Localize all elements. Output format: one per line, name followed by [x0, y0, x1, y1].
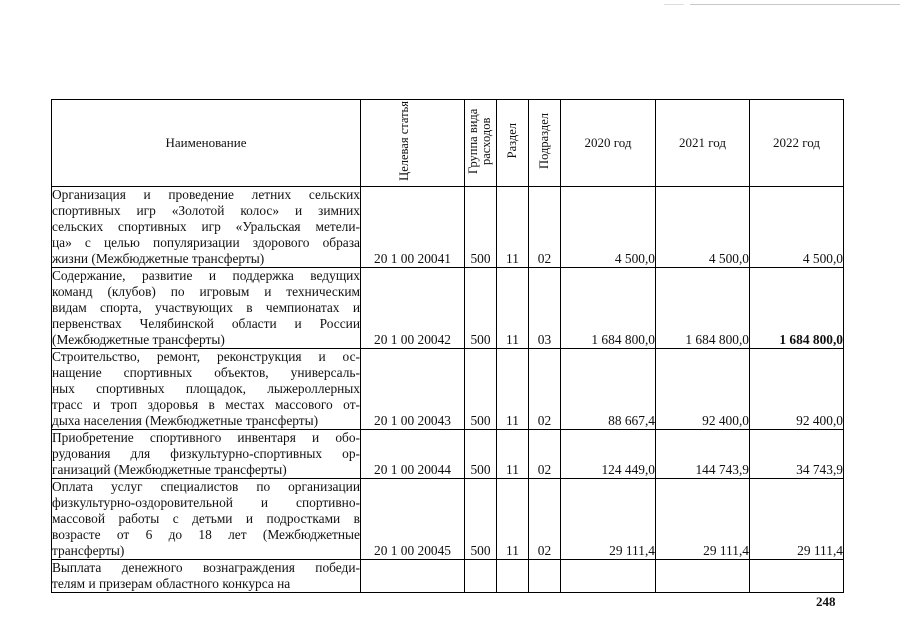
header-section-label: Раздел	[505, 123, 519, 159]
row-expense-group: 500	[465, 349, 497, 430]
row-value-2022: 1 684 800,0	[750, 268, 844, 349]
row-name-line: жизни (Межбюджетные трансферты)	[52, 251, 265, 266]
row-name-line: трасс и троп здоровья в местах массового от-	[52, 397, 360, 412]
row-name-line: телям и призерам областного конкурса на	[52, 576, 291, 591]
row-name-line: команд (клубов) по игровым и техническим	[52, 284, 360, 299]
row-value-2020: 1 684 800,0	[561, 268, 656, 349]
row-name-line: видам спорта, участвующих в чемпионатах и	[52, 300, 360, 315]
header-2022: 2022 год	[750, 100, 844, 187]
row-target-article: 20 1 00 20041	[361, 187, 465, 268]
header-2021: 2021 год	[656, 100, 750, 187]
scan-artifact-line	[690, 4, 900, 5]
table-body	[52, 187, 844, 593]
table-row	[52, 560, 844, 593]
header-2020: 2020 год	[561, 100, 656, 187]
row-value-2020: 88 667,4	[561, 349, 656, 430]
row-name-line: ганизаций (Межбюджетные трансферты)	[52, 462, 287, 477]
row-value-2020: 124 449,0	[561, 430, 656, 479]
row-value-2021: 1 684 800,0	[656, 268, 750, 349]
header-expense-group	[465, 100, 497, 187]
row-name-line: Строительство, ремонт, реконструкция и ос-	[52, 349, 360, 364]
table-row	[52, 430, 844, 479]
row-subsection: 02	[529, 430, 561, 479]
header-section	[497, 100, 529, 187]
row-name-line: возрасте от 6 до 18 лет (Межбюджетные	[52, 527, 360, 542]
row-name-line: ных спортивных площадок, лыжероллерных	[52, 381, 360, 396]
table-row	[52, 187, 844, 268]
row-name-line: Приобретение спортивного инвентаря и обо-	[52, 430, 360, 445]
row-name	[52, 187, 361, 268]
scan-artifact-line	[664, 4, 684, 5]
row-value-2022: 34 743,9	[750, 430, 844, 479]
row-name-line: массовой работы с детьми и подростками в	[52, 511, 360, 526]
header-target-article	[361, 100, 465, 187]
row-name	[52, 268, 361, 349]
row-section	[497, 560, 529, 593]
row-name-line: сельских спортивных игр «Уральская метели-	[52, 219, 360, 234]
row-value-2021: 92 400,0	[656, 349, 750, 430]
row-name-line: дыха населения (Межбюджетные трансферты)	[52, 413, 319, 428]
row-name-line: Оплата услуг специалистов по организации	[52, 479, 360, 494]
row-target-article: 20 1 00 20045	[361, 479, 465, 560]
row-name-line: физкультурно-оздоровительной и спортивно-	[52, 495, 360, 510]
row-expense-group: 500	[465, 479, 497, 560]
row-value-2022	[750, 560, 844, 593]
table-row	[52, 349, 844, 430]
row-value-2022: 29 111,4	[750, 479, 844, 560]
row-value-2020: 29 111,4	[561, 479, 656, 560]
row-value-2021: 4 500,0	[656, 187, 750, 268]
row-expense-group	[465, 560, 497, 593]
row-subsection: 02	[529, 349, 561, 430]
row-name-line: Выплата денежного вознаграждения победи-	[52, 560, 360, 575]
row-value-2021	[656, 560, 750, 593]
row-name-line: Организация и проведение летних сельских	[52, 187, 360, 202]
table-row	[52, 268, 844, 349]
row-subsection	[529, 560, 561, 593]
row-section: 11	[497, 479, 529, 560]
row-name-line: Содержание, развитие и поддержка ведущих	[52, 268, 360, 283]
table-header-row	[52, 100, 844, 187]
row-value-2020: 4 500,0	[561, 187, 656, 268]
row-section: 11	[497, 268, 529, 349]
row-section: 11	[497, 187, 529, 268]
row-target-article: 20 1 00 20043	[361, 349, 465, 430]
row-name	[52, 349, 361, 430]
header-expense-group-label: Группа вида расходов	[465, 108, 493, 174]
row-expense-group: 500	[465, 430, 497, 479]
row-name	[52, 430, 361, 479]
row-target-article: 20 1 00 20042	[361, 268, 465, 349]
row-target-article	[361, 560, 465, 593]
row-section: 11	[497, 430, 529, 479]
row-name-line: рудования для физкультурно-спортивных ор-	[52, 446, 360, 461]
table-row	[52, 479, 844, 560]
page-number: 248	[816, 594, 836, 609]
row-subsection: 02	[529, 479, 561, 560]
row-name	[52, 560, 361, 593]
row-subsection: 02	[529, 187, 561, 268]
row-section: 11	[497, 349, 529, 430]
row-value-2022: 4 500,0	[750, 187, 844, 268]
row-value-2021: 29 111,4	[656, 479, 750, 560]
row-value-2022: 92 400,0	[750, 349, 844, 430]
row-name-line: ца» с целью популяризации здорового образа	[52, 235, 360, 250]
header-target-article-label: Целевая статья	[396, 101, 411, 181]
row-expense-group: 500	[465, 268, 497, 349]
header-subsection-label: Подраздел	[537, 113, 551, 169]
row-value-2020	[561, 560, 656, 593]
row-value-2021: 144 743,9	[656, 430, 750, 479]
row-name	[52, 479, 361, 560]
row-name-line: нащение спортивных объектов, универсаль-	[52, 365, 360, 380]
row-name-line: трансферты)	[52, 543, 125, 558]
budget-table	[51, 99, 844, 593]
row-name-line: (Межбюджетные трансферты)	[52, 332, 225, 347]
row-subsection: 03	[529, 268, 561, 349]
row-name-line: спортивных игр «Золотой колос» и зимних	[52, 203, 360, 218]
row-target-article: 20 1 00 20044	[361, 430, 465, 479]
row-expense-group: 500	[465, 187, 497, 268]
row-name-line: первенствах Челябинской области и России	[52, 316, 360, 331]
header-subsection	[529, 100, 561, 187]
header-name: Наименование	[52, 100, 361, 187]
